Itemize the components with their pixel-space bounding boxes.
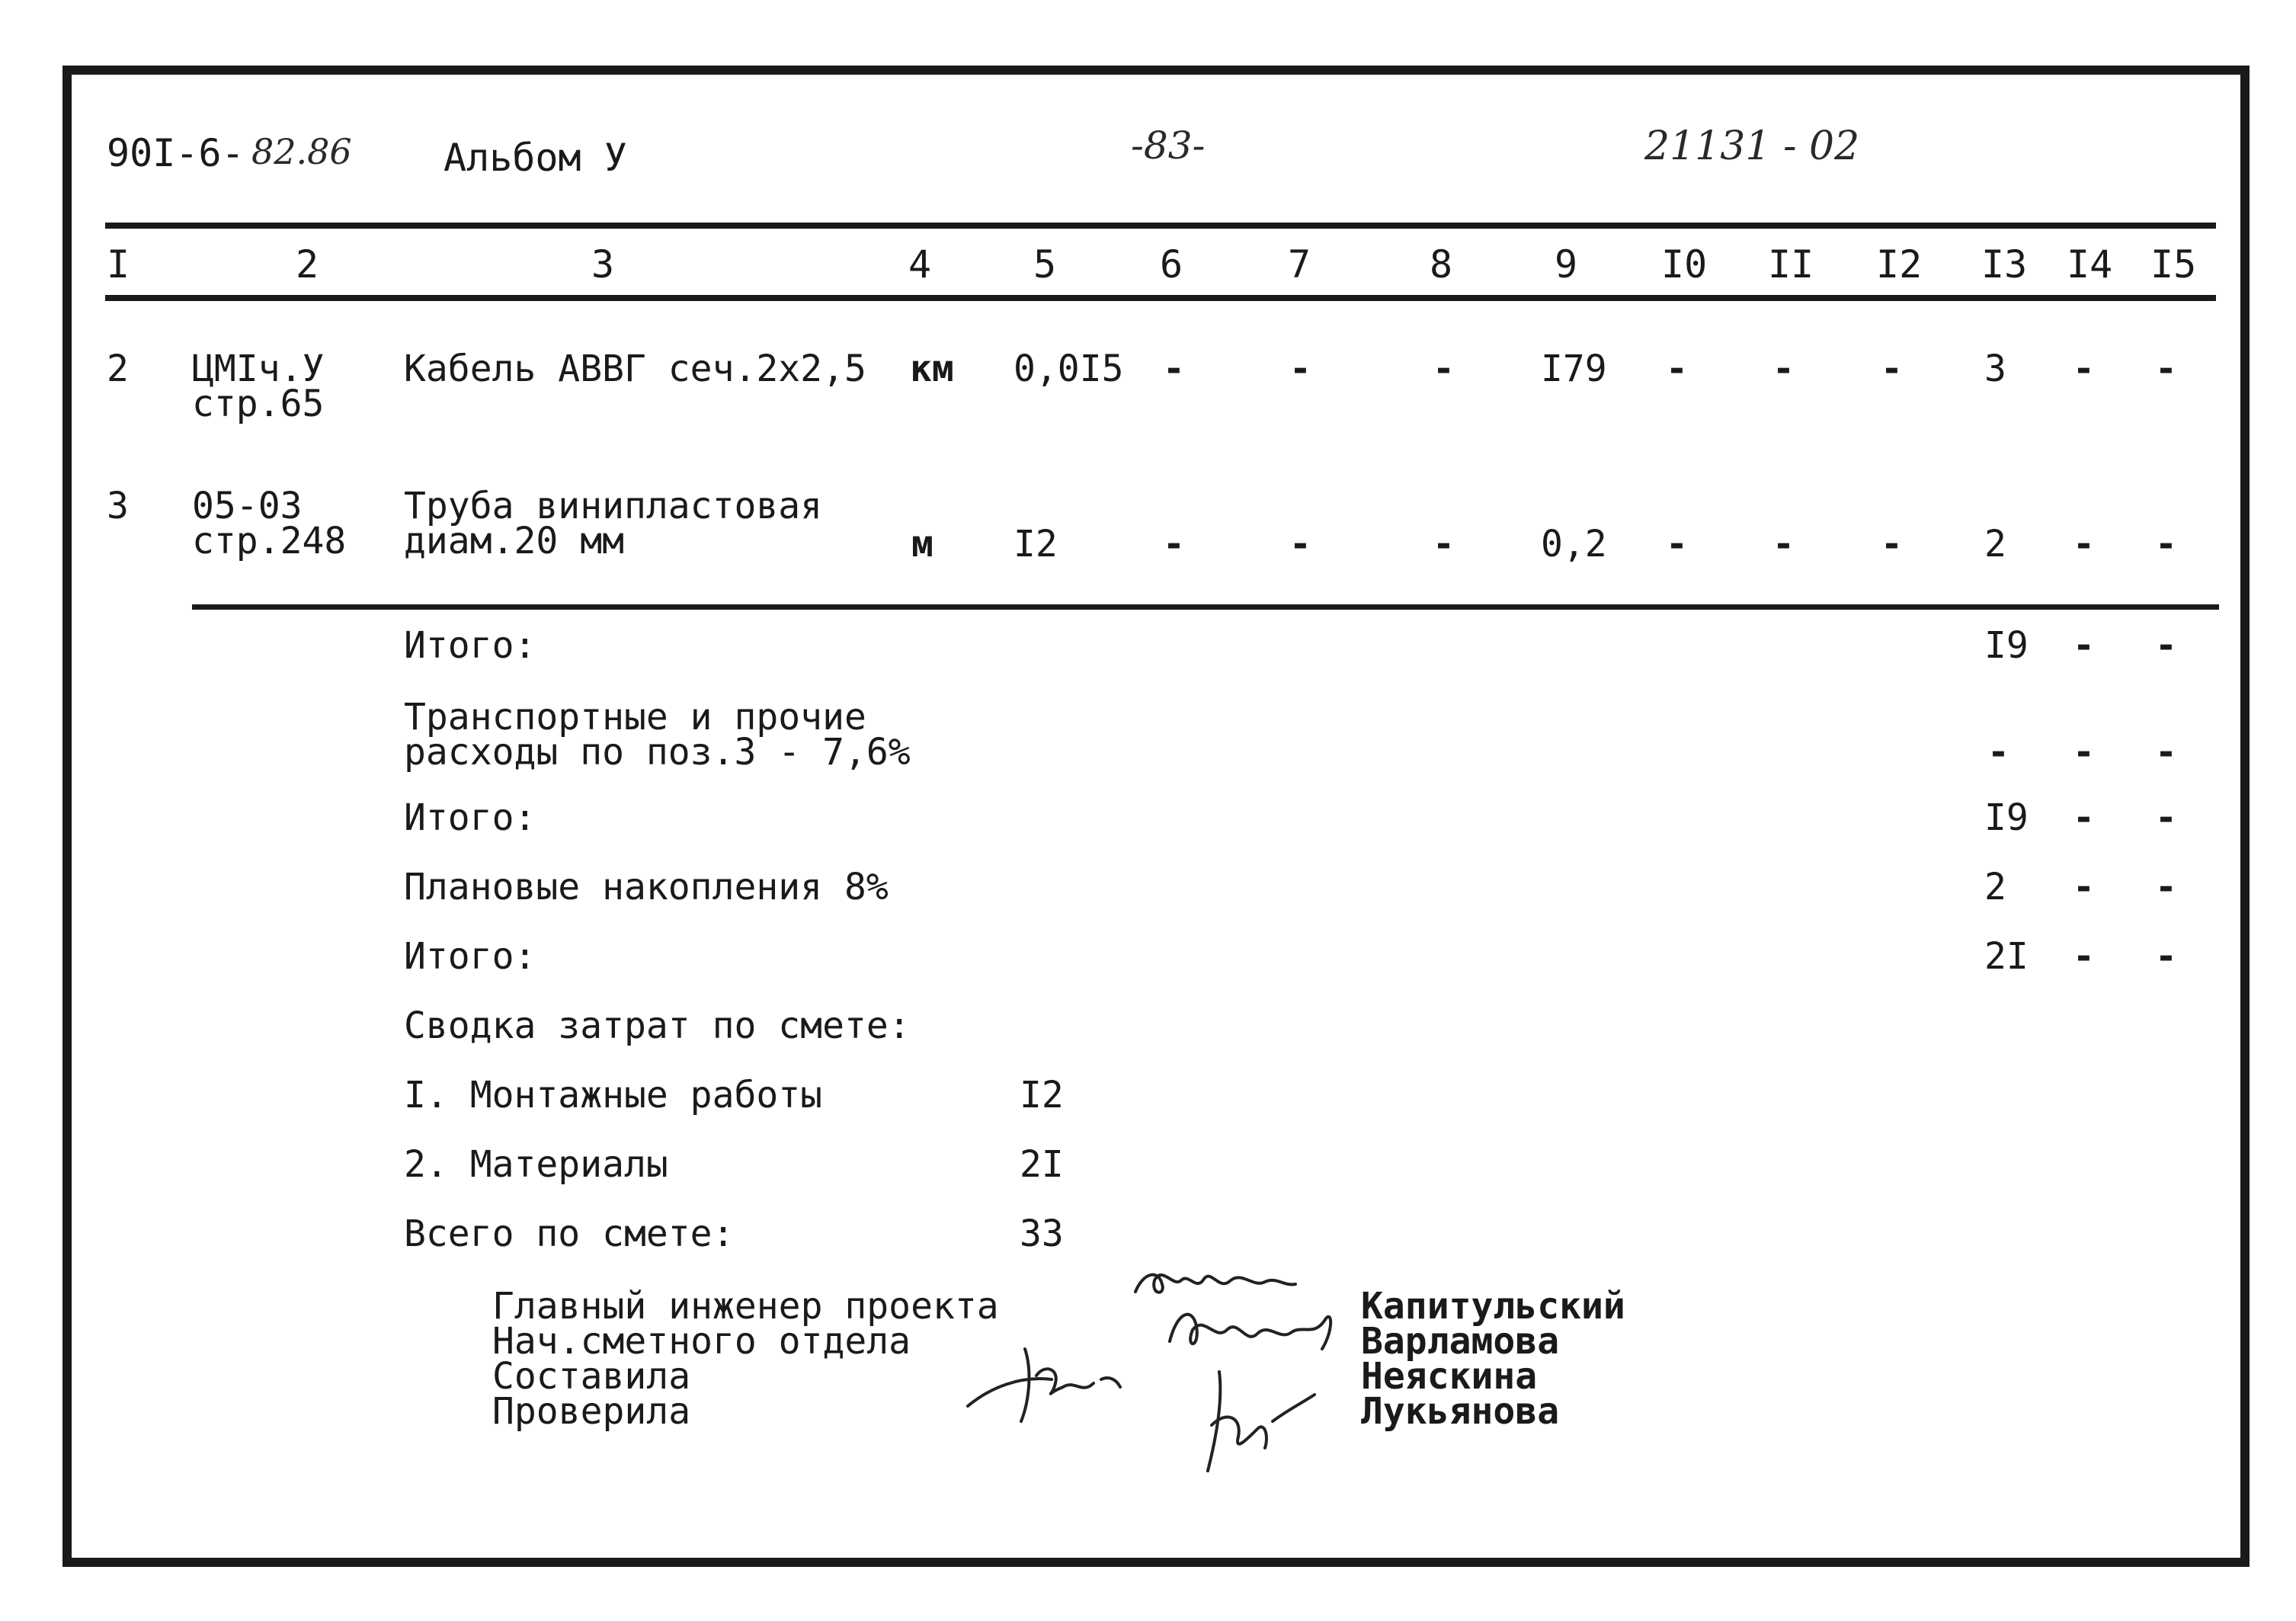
row-col13: 2: [1984, 523, 2006, 565]
col-head-11: II: [1768, 242, 1814, 287]
row-col7: -: [1289, 348, 1311, 390]
row-code-page: стр.248: [192, 520, 347, 562]
row-col14: -: [2073, 348, 2095, 390]
row-col5: I2: [1014, 523, 1058, 565]
totals-label: Итого:: [404, 624, 536, 667]
totals-col13: 2I: [1984, 935, 2029, 978]
col-head-8: 8: [1430, 242, 1453, 287]
totals-col15: -: [2155, 731, 2177, 774]
totals-col13: I9: [1984, 624, 2029, 667]
totals-col14: -: [2073, 731, 2095, 774]
handwritten-signature: [960, 1334, 1143, 1433]
row-number: 3: [107, 485, 129, 527]
row-col10: -: [1666, 523, 1688, 565]
signer-name: Лукьянова: [1361, 1390, 1560, 1433]
totals-col13: I9: [1984, 796, 2029, 839]
row-unit: км: [910, 348, 954, 390]
row-col9: I79: [1541, 348, 1607, 390]
signature-role: Проверила: [492, 1390, 691, 1433]
planned-savings-label: Плановые накопления 8%: [404, 866, 889, 908]
project-number: 21131 - 02: [1644, 123, 1860, 169]
row-code: ЦМIч.У: [192, 348, 325, 390]
transport-label: Транспортные и прочие: [404, 696, 866, 738]
page-frame: [62, 66, 2250, 1567]
row-name: Труба винипластовая: [404, 485, 823, 527]
col-head-15: I5: [2150, 242, 2197, 287]
row-col14: -: [2073, 523, 2095, 565]
summary-title: Сводка затрат по смете:: [404, 1004, 911, 1047]
row-code-page: стр.65: [192, 383, 325, 425]
row-col11: -: [1772, 348, 1795, 390]
signature-role: Главный инженер проекта: [492, 1285, 999, 1328]
col-head-3: 3: [591, 242, 615, 287]
totals-col15: -: [2155, 796, 2177, 839]
row-name-continued: диам.20 мм: [404, 520, 624, 562]
totals-col14: -: [2073, 796, 2095, 839]
handwritten-signature: [1158, 1296, 1341, 1364]
transport-label-continued: расходы по поз.3 - 7,6%: [404, 731, 911, 774]
signature-role: Нач.сметного отдела: [492, 1320, 911, 1363]
row-col7: -: [1289, 523, 1311, 565]
totals-col14: -: [2073, 624, 2095, 667]
col-head-12: I2: [1876, 242, 1923, 287]
totals-col14: -: [2073, 866, 2095, 908]
row-number: 2: [107, 348, 129, 390]
col-head-13: I3: [1981, 242, 2028, 287]
row-col15: -: [2155, 523, 2177, 565]
row-col6: -: [1163, 348, 1185, 390]
summary-item-label: I. Монтажные работы: [404, 1074, 823, 1116]
handwritten-signature: [1174, 1364, 1326, 1478]
doc-code-handwritten: 82.86: [251, 131, 352, 172]
totals-rule: [192, 604, 2219, 610]
signer-name: Капитульский: [1361, 1285, 1625, 1328]
totals-col14: -: [2073, 935, 2095, 978]
totals-col15: -: [2155, 624, 2177, 667]
col-head-10: I0: [1661, 242, 1708, 287]
row-col12: -: [1881, 348, 1903, 390]
header-rule-bottom: [105, 295, 2216, 301]
header-rule-top: [105, 223, 2216, 229]
row-col8: -: [1433, 348, 1455, 390]
col-head-5: 5: [1033, 242, 1057, 287]
col-head-4: 4: [908, 242, 932, 287]
totals-label: Итого:: [404, 935, 536, 978]
col-head-1: I: [107, 242, 130, 287]
page-number: -83-: [1131, 123, 1206, 168]
summary-item-value: 2I: [1020, 1143, 1064, 1186]
signer-name: Варламова: [1361, 1320, 1560, 1363]
summary-total-label: Всего по смете:: [404, 1213, 735, 1255]
totals-col13: 2: [1984, 866, 2006, 908]
col-head-6: 6: [1160, 242, 1183, 287]
doc-code: 90I-6-: [107, 131, 245, 175]
col-head-14: I4: [2067, 242, 2113, 287]
row-col15: -: [2155, 348, 2177, 390]
totals-col15: -: [2155, 935, 2177, 978]
row-name: Кабель АВВГ сеч.2х2,5: [404, 348, 866, 390]
row-col9: 0,2: [1541, 523, 1607, 565]
signer-name: Неяскина: [1361, 1355, 1538, 1398]
summary-item-label: 2. Материалы: [404, 1143, 668, 1186]
totals-col15: -: [2155, 866, 2177, 908]
totals-col13: -: [1987, 731, 2009, 774]
summary-total-value: 33: [1020, 1213, 1064, 1255]
summary-item-value: I2: [1020, 1074, 1064, 1116]
row-unit: м: [911, 523, 933, 565]
row-col12: -: [1881, 523, 1903, 565]
row-col13: 3: [1984, 348, 2006, 390]
row-col8: -: [1433, 523, 1455, 565]
album-label: Альбом У: [444, 136, 627, 180]
row-col5: 0,0I5: [1014, 348, 1124, 390]
signature-role: Составила: [492, 1355, 691, 1398]
row-col6: -: [1163, 523, 1185, 565]
col-head-7: 7: [1288, 242, 1311, 287]
row-col11: -: [1772, 523, 1795, 565]
col-head-9: 9: [1555, 242, 1578, 287]
totals-label: Итого:: [404, 796, 536, 839]
row-col10: -: [1666, 348, 1688, 390]
row-code: 05-03: [192, 485, 303, 527]
col-head-2: 2: [296, 242, 319, 287]
